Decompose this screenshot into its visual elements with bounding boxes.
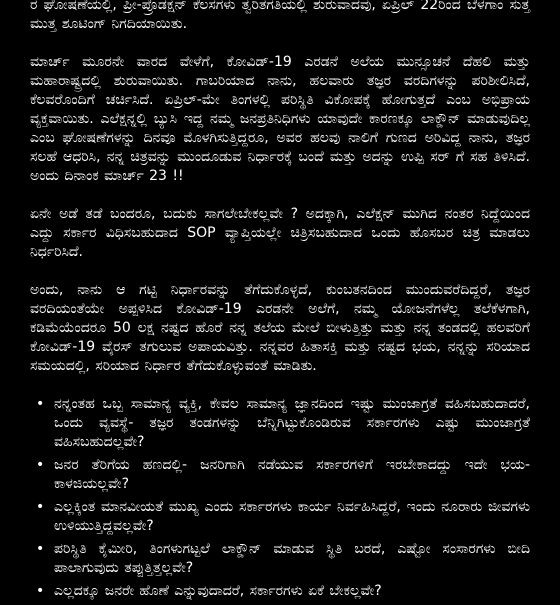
bullet-marker: • (36, 541, 45, 557)
question-list (30, 395, 530, 601)
bullet-marker: • (36, 457, 45, 473)
list-item (30, 540, 530, 578)
list-item (30, 582, 530, 601)
article-body (30, 0, 530, 605)
paragraph-1: ರ ಘೋಷಣೆಯಲ್ಲಿ, ಪ್ರೀ-ಪ್ರೊಡಕ್ಷನ್ ಕೆಲಸಗಳು ತ್ವರಿತಗತಿಯಲ್ಲಿ ಶುರುವಾದವು, ಏಪ್ರಿಲ್ 22ರಿಂದ ಬೆಳಗಾಂ ಸುತ್ತ ಮುತ್ತ ಶೂಟಿಂಗ್ ನಿಗದಿಯಾಯಿತು. (30, 0, 530, 32)
list-item-text: ಜನರ ತೆರಿಗೆಯ ಹಣದಲ್ಲಿ- ಜನರಿಗಾಗಿ ನಡೆಯುವ ಸರ್ಕಾರಗಳಿಗೆ ಇರಬೇಕಾದದ್ದು ಇದೇ ಭಯ- ಕಾಳಜಿಯಲ್ಲವೇ? (54, 457, 530, 492)
paragraph-3: ಏನೇ ಅಡೆ ತಡೆ ಬಂದರೂ, ಬದುಕು ಸಾಗಲೇಬೇಕಲ್ಲವೇ ? ಅದಕ್ಕಾಗಿ, ಎಲೆಕ್ಷನ್ ಮುಗಿದ ನಂತರ ನಿದ್ದೆಯಿಂದ ಎದ್ದು ಸರ್ಕಾರ ವಿಧಿಸಬಹುದಾದ SOP ವ್ಯಾಪ್ತಿಯಲ್ಲೇ ಚಿತ್ರಿಸಬಹುದಾದ ಒಂದು ಹೊಸಬರ ಚಿತ್ರ ಮಾಡಲು ನಿರ್ಧರಿಸಿದೆ. (30, 206, 530, 260)
paragraph-2: ಮಾರ್ಚ್ ಮೂರನೇ ವಾರದ ವೇಳೆಗೆ, ಕೋವಿಡ್-19 ಎರಡನೆ ಅಲೆಯ ಮುನ್ಸೂಚನೆ ದೆಹಲಿ ಮತ್ತು ಮಹಾರಾಷ್ಟ್ರದಲ್ಲಿ ಶುರುವಾಯಿತು. ಗಾಬರಿಯಾದ ನಾನು, ಹಲವಾರು ತಜ್ಞರ ವರದಿಗಳನ್ನು ಪರಿಶೀಲಿಸಿದೆ, ಕೆಲವರೊಂದಿಗೆ ಚರ್ಚಿಸಿದೆ. ಏಪ್ರಿಲ್-ಮೇ ತಿಂಗಳಲ್ಲಿ ಪರಿಸ್ಥಿತಿ ವಿಕೋಪಕ್ಕೆ ಹೋಗುತ್ತದೆ ಎಂಬ ಅಭಿಪ್ರಾಯ ವ್ಯಕ್ತವಾಯಿತು. ಎಲೆಕ್ಷನ್ನಲ್ಲಿ ಬ್ಯುಸಿ ಇದ್ದ ನಮ್ಮ ಜನಪ್ರತಿನಿಧಿಗಳು ಯಾವುದೇ ಕಾರಣಕ್ಕೂ ಲಾಕ್ಡೌನ್ ಮಾಡುವುದಿಲ್ಲ ಎಂಬ ಘೋಷಣೆಗಳನ್ನು ದಿನವೂ ಮೊಳಗಿಸುತ್ತಿದ್ದರೂ, ಅವರ ಹಲವು ನಾಲಿಗೆ ಗುಣದ ಅರಿವಿದ್ದ ನಾನು, ತಜ್ಞರ ಸಲಹೆ ಆಧರಿಸಿ, ನನ್ನ ಚಿತ್ರವನ್ನು ಮುಂದೂಡುವ ನಿರ್ಧಾರಕ್ಕೆ ಬಂದೆ ಮತ್ತು ಅದನ್ನು ಉಪ್ಪಿ ಸರ್ ಗೆ ಸಹ ತಿಳಿಸಿದೆ. ಅಂದು ದಿನಾಂಕ ಮಾರ್ಚ್ 23 !! (30, 54, 530, 184)
bullet-marker: • (36, 583, 45, 599)
list-item-text: ಪರಿಸ್ಥಿತಿ ಕೈಮೀರಿ, ತಿಂಗಳುಗಟ್ಟಲೆ ಲಾಕ್ಡೌನ್ ಮಾಡುವ ಸ್ಥಿತಿ ಬರದೆ, ಎಷ್ಟೋ ಸಂಸಾರಗಳು ಬೀದಿ ಪಾಲಾಗುವುದು ತಪ್ಪುತ್ತಿತ್ತಲ್ಲವೇ? (54, 541, 530, 576)
list-item-text: ನನ್ನಂತಹ ಒಬ್ಬ ಸಾಮಾನ್ಯ ವ್ಯಕ್ತಿ, ಕೇವಲ ಸಾಮಾನ್ಯ ಜ್ಞಾನದಿಂದ ಇಷ್ಟು ಮುಂಜಾಗ್ರತೆ ವಹಿಸಬಹುದಾದರೆ, ಒಂದು ವ್ಯವಸ್ಥೆ- ತಜ್ಞರ ತಂಡಗಳನ್ನು ಬೆನ್ನಿಗಿಟ್ಟುಕೊಂಡಿರುವ ಸರ್ಕಾರಗಳು ಎಷ್ಟು ಮುಂಜಾಗ್ರತೆ ವಹಿಸಬಹುದಲ್ಲವೇ? (54, 396, 530, 450)
list-item (30, 456, 530, 494)
list-item (30, 498, 530, 536)
list-item-text: ಎಲ್ಲಕ್ಕಿಂತ ಮಾನವೀಯತೆ ಮುಖ್ಯ ಎಂದು ಸರ್ಕಾರಗಳು ಕಾರ್ಯ ನಿರ್ವಹಿಸಿದ್ದರೆ, ಇಂದು ನೂರಾರು ಜೀವಗಳು ಉಳಿಯುತ್ತಿದ್ದವಲ್ಲವೇ? (54, 499, 530, 534)
list-item-text: ಎಲ್ಲದಕ್ಕೂ ಜನರೇ ಹೊಣೆ ಎನ್ನುವುದಾದರೆ, ಸರ್ಕಾರಗಳು ಏಕೆ ಬೇಕಲ್ಲವೇ? (54, 583, 382, 599)
bullet-marker: • (36, 499, 45, 515)
list-item (30, 395, 530, 452)
paragraph-4: ಅಂದು, ನಾನು ಆ ಗಟ್ಟಿ ನಿರ್ಧಾರವನ್ನು ತೆಗೆದುಕೊಳ್ಳದೆ, ಕುಂಬತನದಿಂದ ಮುಂದುವರೆದಿದ್ದರೆ, ತಜ್ಞರ ವರದಿಯಂತೆಯೇ ಅಪ್ಪಳಿಸಿದ ಕೋವಿಡ್-19 ಎರಡನೇ ಅಲೆಗೆ, ನಮ್ಮ ಯೋಜನೆಗಳೆಲ್ಲ ತಲೆಕೆಳಗಾಗಿ, ಕಡಿಮೆಯೆಂದರೂ 50 ಲಕ್ಷ ನಷ್ಟದ ಹೊರೆ ನನ್ನ ತಲೆಯ ಮೇಲೆ ಬೀಳುತ್ತಿತ್ತು ಮತ್ತು ನನ್ನ ತಂಡದಲ್ಲಿ ಹಲವರಿಗೆ ಕೋವಿಡ್-19 ವೈರಸ್ ತಗುಲುವ ಅಪಾಯವಿತ್ತು. ನನ್ನವರ ಹಿತಾಸಕ್ತಿ ಮತ್ತು ನಷ್ಟದ ಭಯ, ನನ್ನನ್ನು ಸರಿಯಾದ ಸಮಯದಲ್ಲಿ, ಸರಿಯಾದ ನಿರ್ಧಾರ ತೆಗೆದುಕೊಳ್ಳುವಂತೆ ಮಾಡಿತು. (30, 282, 530, 374)
bullet-marker: • (36, 396, 45, 412)
